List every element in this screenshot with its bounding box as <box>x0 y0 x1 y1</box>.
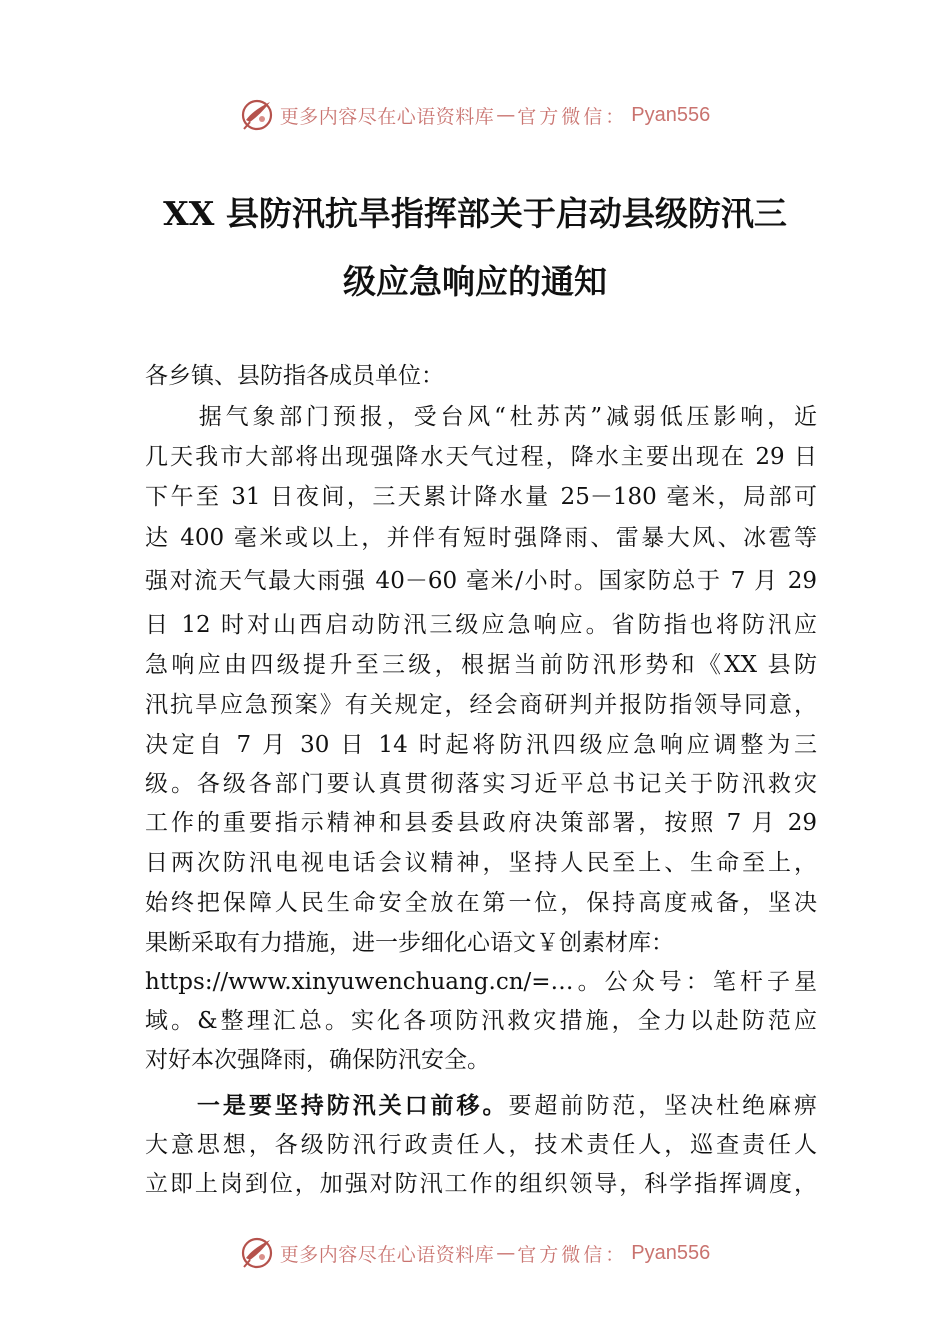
document-title-line-2: 级应急响应的通知 <box>343 262 607 301</box>
paragraph-2-line: 立即上岗到位，加强对防汛工作的组织领导，科学指挥调度， <box>145 1171 817 1197</box>
banner-wechat-label: 官方微信： <box>517 105 628 128</box>
header-banner <box>0 95 950 135</box>
banner-separator: — <box>496 1242 516 1264</box>
paragraph-1-line: 几天我市大部将出现强降水天气过程，降水主要出现在 29 日 <box>145 444 817 470</box>
paragraph-1-line: 果断采取有力措施，进一步细化心语文￥创素材库： <box>145 930 674 956</box>
paragraph-1-line: 急响应由四级提升至三级，根据当前防汛形势和《XX 县防 <box>145 652 817 678</box>
salutation: 各乡镇、县防指各成员单位： <box>145 363 444 389</box>
banner-slogan: 更多内容尽在心语资料库 <box>279 1243 495 1266</box>
paragraph-1-line: 日两次防汛电视电话会议精神，坚持人民至上、生命至上， <box>145 850 817 876</box>
paragraph-1-line: 汛抗旱应急预案》有关规定，经会商研判并报防指领导同意， <box>145 692 817 718</box>
paragraph-1-line: 级。各级各部门要认真贯彻落实习近平总书记关于防汛救灾 <box>145 771 817 797</box>
paragraph-1-line: 下午至 31 日夜间，三天累计降水量 25－180 毫米，局部可 <box>145 484 817 510</box>
paragraph-1-line: 日 12 时对山西启动防汛三级应急响应。省防指也将防汛应 <box>145 612 817 638</box>
paragraph-1-line: 工作的重要指示精神和县委县政府决策部署，按照 7 月 29 <box>145 810 817 836</box>
paragraph-2-first-rest: 要超前防范，坚决杜绝麻痹 <box>508 1093 818 1119</box>
banner-wechat-label: 官方微信： <box>517 1243 628 1266</box>
banner-wechat-id: Pyan556 <box>631 1241 711 1264</box>
paragraph-1-line: 强对流天气最大雨强 40－60 毫米/小时。国家防总于 7 月 29 <box>145 568 817 594</box>
paragraph-2-lead: 一是要坚持防汛关口前移。 <box>196 1093 509 1119</box>
paragraph-1-line: 达 400 毫米或以上，并伴有短时强降雨、雷暴大风、冰雹等 <box>145 525 817 551</box>
banner-slogan: 更多内容尽在心语资料库 <box>279 105 495 128</box>
paragraph-1-line: 决定自 7 月 30 日 14 时起将防汛四级应急响应调整为三 <box>145 732 817 758</box>
banner-separator: — <box>496 104 516 126</box>
banner-wechat-id: Pyan556 <box>631 103 711 126</box>
quill-logo-icon <box>240 1236 274 1270</box>
paragraph-2-first-line <box>145 1091 817 1121</box>
paragraph-1-line: 域。&整理汇总。实化各项防汛救灾措施，全力以赴防范应 <box>145 1008 817 1034</box>
quill-logo-icon <box>240 98 274 132</box>
paragraph-1-line: 始终把保障人民生命安全放在第一位，保持高度戒备，坚决 <box>145 890 817 916</box>
paragraph-1-line: https://www.xinyuwenchuang.cn/=…。公众号：笔杆子星 <box>145 969 817 995</box>
paragraph-2-line: 大意思想，各级防汛行政责任人，技术责任人，巡查责任人 <box>145 1132 817 1158</box>
paragraph-1-line: 对好本次强降雨，确保防汛安全。 <box>145 1047 490 1073</box>
paragraph-1-line: 据气象部门预报，受台风“杜苏芮”减弱低压影响，近 <box>145 404 817 430</box>
document-title-line-1: XX 县防汛抗旱指挥部关于启动县级防汛三 <box>163 194 787 233</box>
footer-banner <box>0 1233 950 1273</box>
